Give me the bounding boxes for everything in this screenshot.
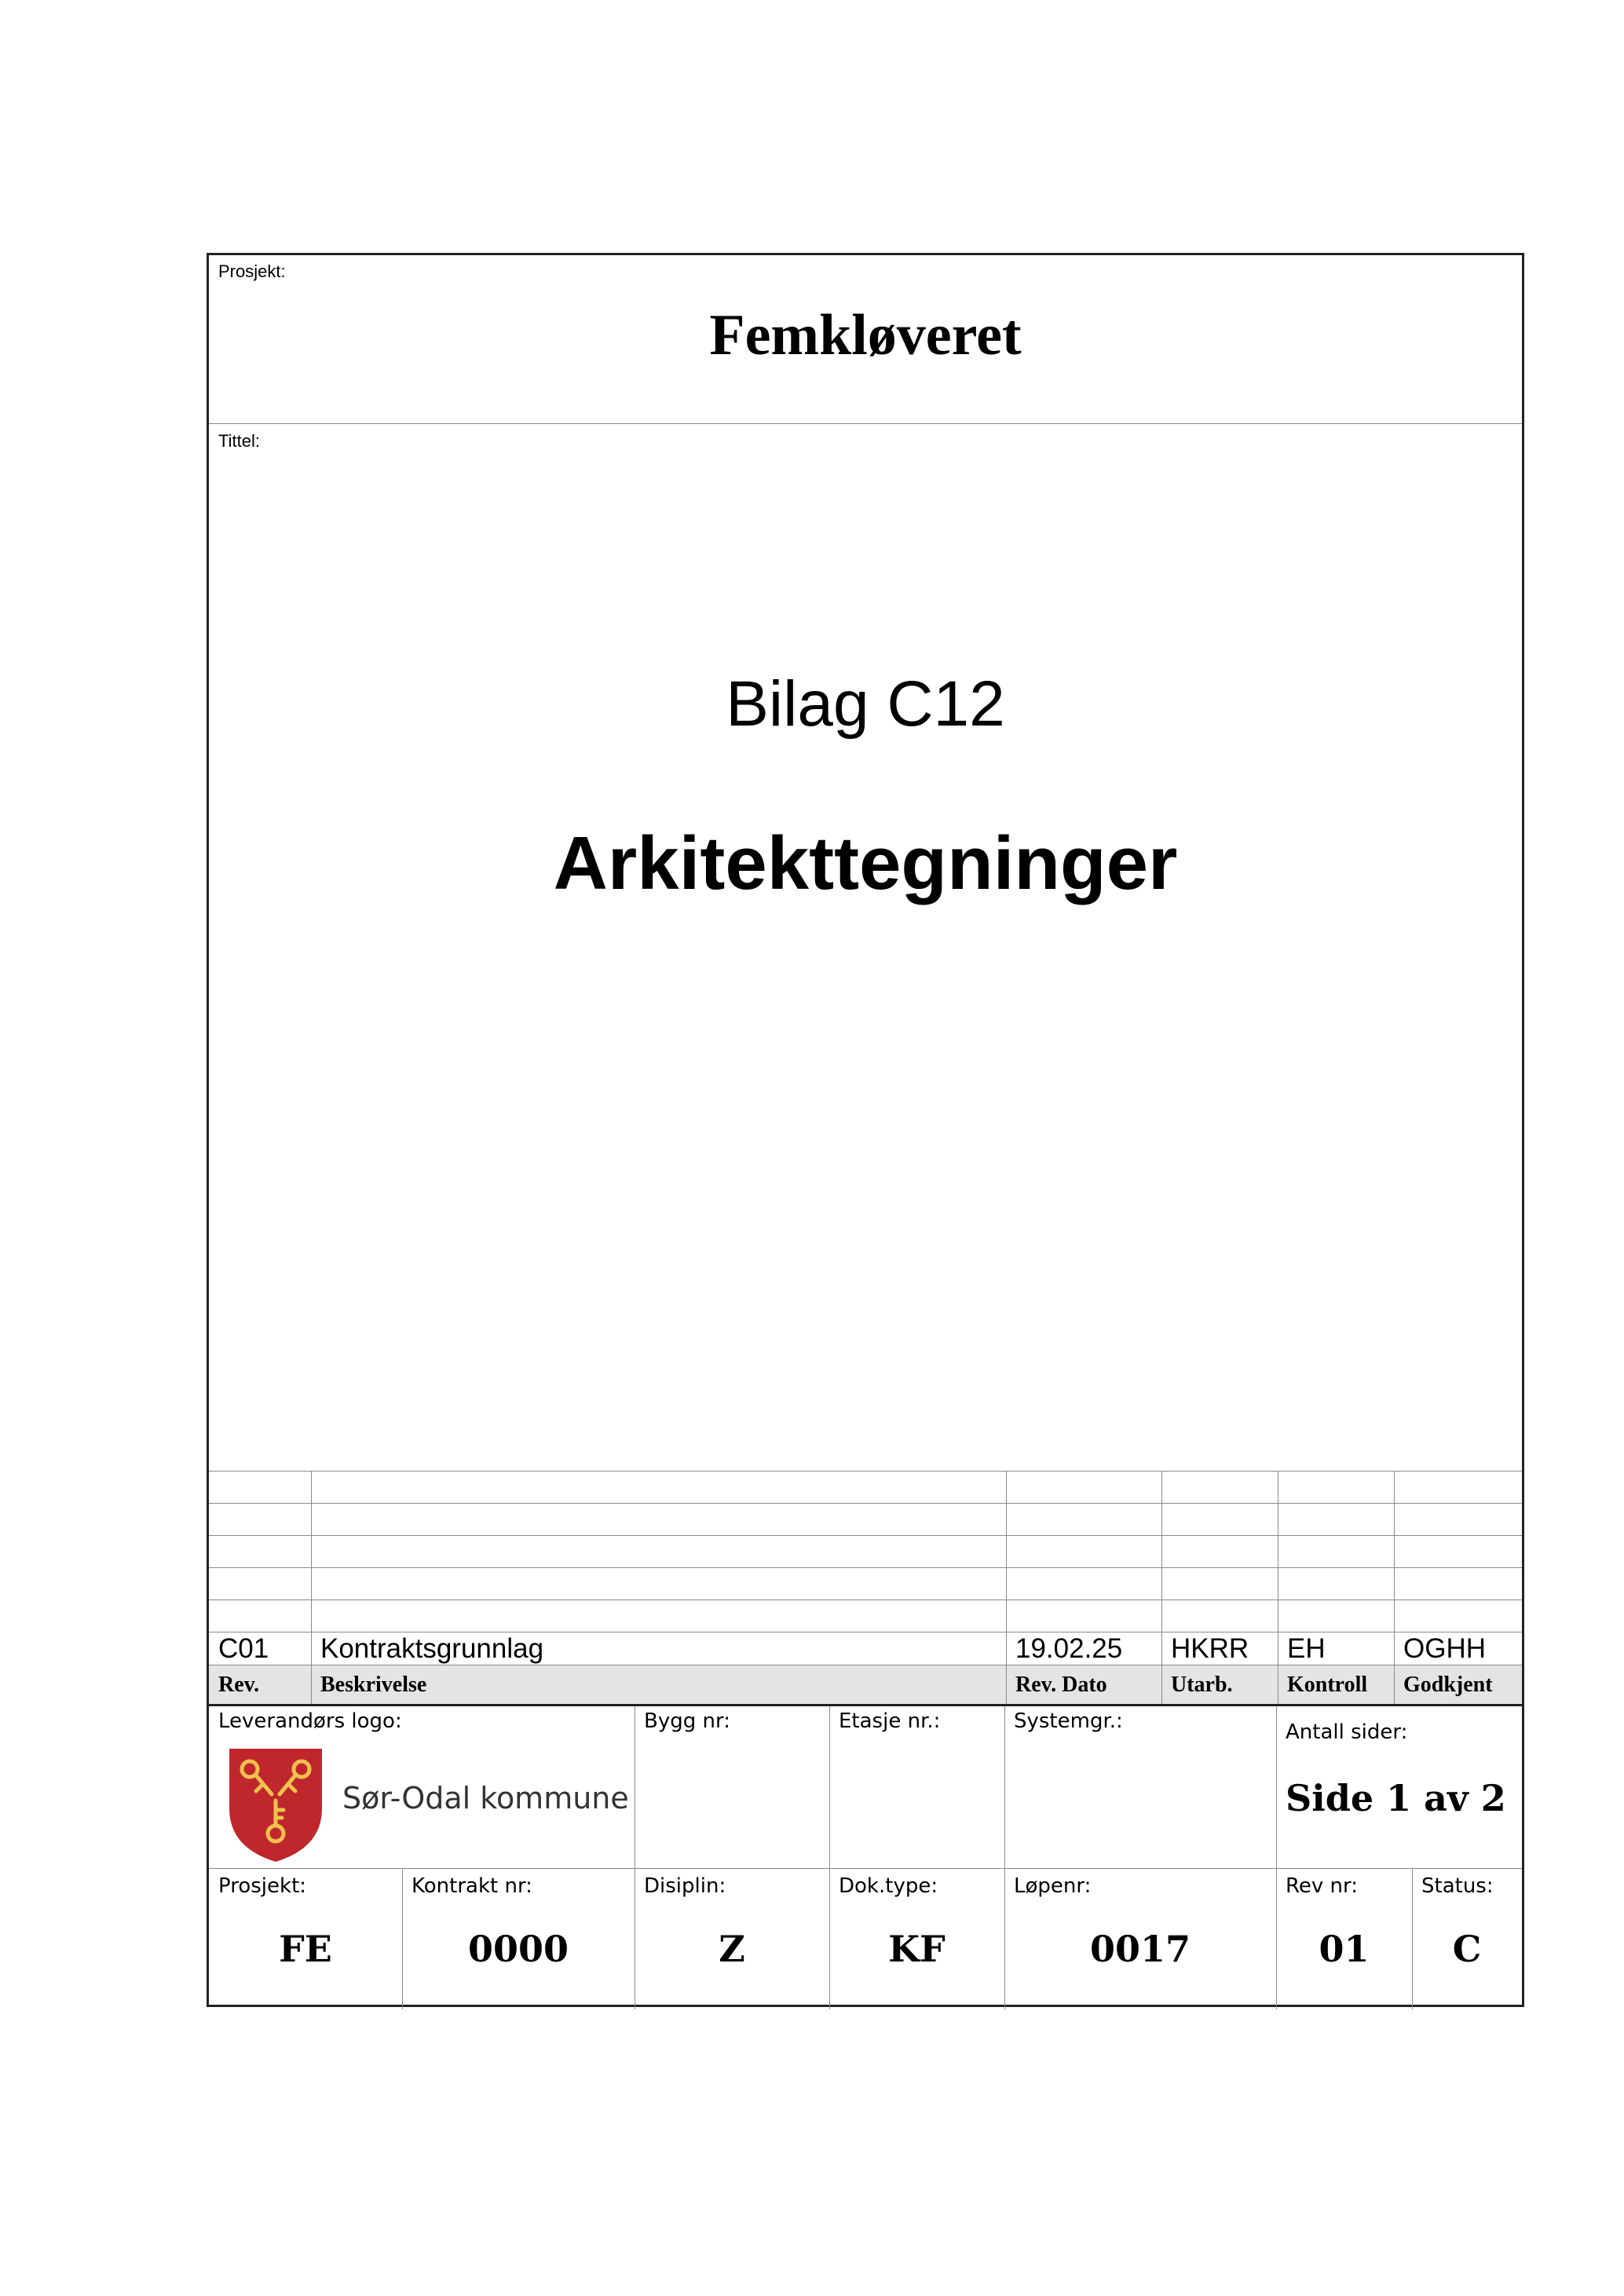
revision-control: EH — [1287, 1633, 1326, 1664]
revision-col-line — [311, 1471, 312, 1704]
revision-col-line — [1161, 1471, 1162, 1704]
title-block-frame — [207, 253, 1524, 2007]
footer-row-line — [209, 1868, 1522, 1869]
revision-header-prepared: Utarb. — [1171, 1673, 1233, 1697]
document-appendix: Bilag C12 — [726, 668, 1005, 740]
discipline-value: Z — [719, 1928, 745, 1970]
doctype-label: Dok.type: — [839, 1874, 938, 1898]
supplier-logo — [225, 1746, 629, 1863]
revision-row-line — [209, 1535, 1522, 1536]
revision-header-date: Rev. Dato — [1015, 1673, 1107, 1697]
revision-header-description: Beskrivelse — [320, 1673, 427, 1697]
footer-divider — [209, 1704, 1522, 1706]
pages-value: Side 1 av 2 — [1286, 1777, 1506, 1819]
revision-row-line — [209, 1471, 1522, 1472]
status-value: C — [1452, 1928, 1482, 1970]
revision-approved: OGHH — [1403, 1633, 1486, 1664]
revision-row-line — [209, 1567, 1522, 1568]
floor-label: Etasje nr.: — [839, 1709, 941, 1733]
project-code-value: FE — [279, 1928, 332, 1970]
project-label: Prosjekt: — [218, 261, 286, 281]
divider — [209, 423, 1522, 424]
revision-description: Kontraktsgrunnlag — [320, 1633, 544, 1664]
revision-number-value: 01 — [1319, 1928, 1370, 1970]
system-label: Systemgr.: — [1014, 1709, 1123, 1733]
coat-of-arms-icon — [225, 1746, 327, 1863]
revnr-label: Rev nr: — [1286, 1874, 1359, 1898]
doctype-value: KF — [888, 1928, 946, 1970]
project-name: Femkløveret — [709, 303, 1022, 367]
revision-col-line — [1394, 1471, 1395, 1704]
discipline-label: Disiplin: — [644, 1874, 726, 1898]
pages-label: Antall sider: — [1286, 1720, 1408, 1744]
revision-date: 19.02.25 — [1015, 1633, 1123, 1664]
revision-rev: C01 — [218, 1633, 269, 1664]
status-label: Status: — [1421, 1874, 1494, 1898]
revision-row-line — [209, 1503, 1522, 1504]
contract-label: Kontrakt nr: — [411, 1874, 532, 1898]
revision-header-control: Kontroll — [1287, 1673, 1368, 1697]
title-label: Tittel: — [218, 431, 260, 451]
revision-prepared: HKRR — [1171, 1633, 1249, 1664]
revision-header-approved: Godkjent — [1403, 1673, 1493, 1697]
document-title: Arkitekttegninger — [553, 821, 1178, 905]
supplier-logo-text: Sør-Odal kommune — [342, 1781, 629, 1815]
supplier-logo-label: Leverandørs logo: — [218, 1709, 402, 1733]
contract-number-value: 0000 — [467, 1928, 569, 1970]
revision-col-line — [1006, 1471, 1007, 1704]
building-label: Bygg nr: — [644, 1709, 730, 1733]
serial-label: Løpenr: — [1014, 1874, 1092, 1898]
revision-header-rev: Rev. — [218, 1673, 260, 1697]
serial-number-value: 0017 — [1089, 1928, 1191, 1970]
footer-project-label: Prosjekt: — [218, 1874, 307, 1898]
